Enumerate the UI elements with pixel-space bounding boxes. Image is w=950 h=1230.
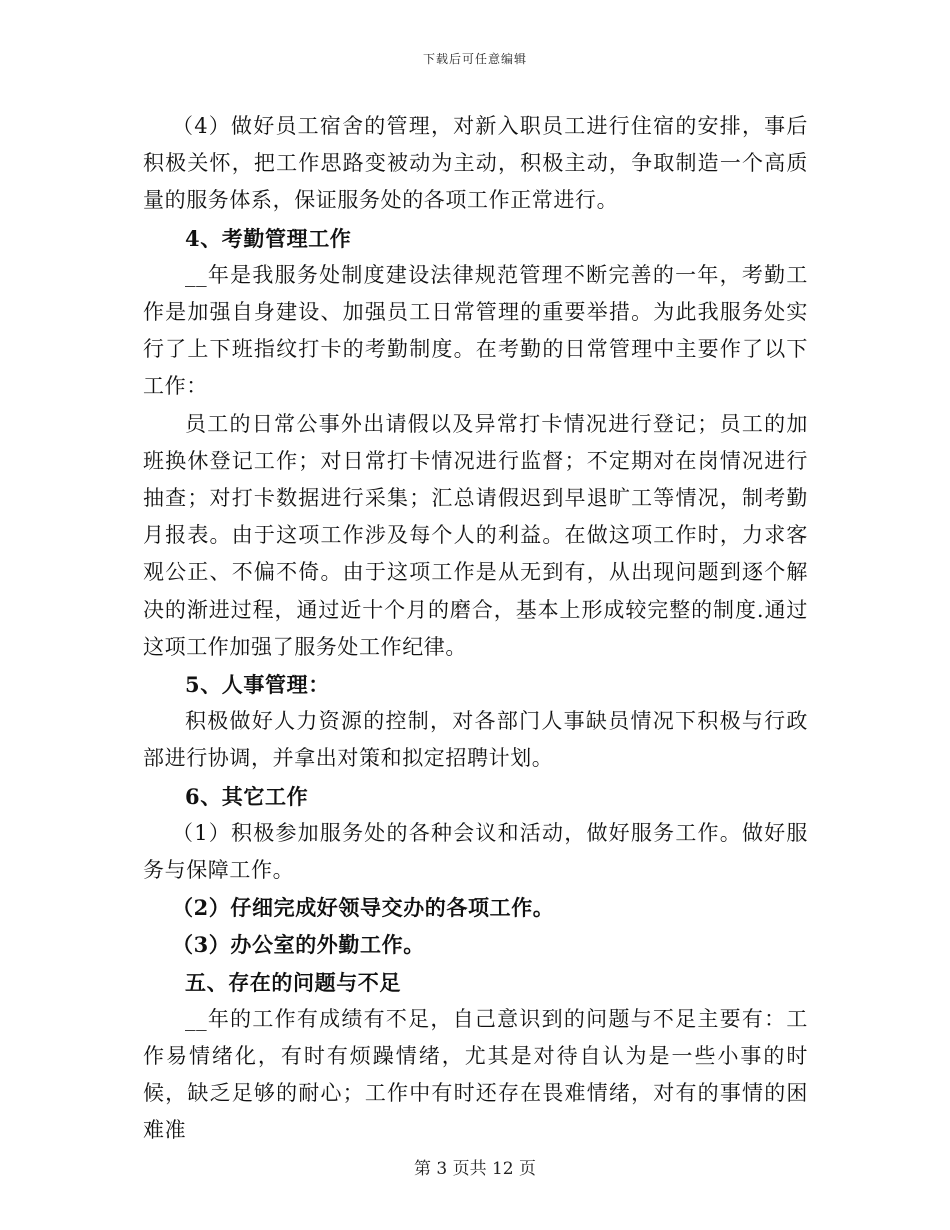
paragraph-attendance-details: 员工的日常公事外出请假以及异常打卡情况进行登记；员工的加班换休登记工作；对日常打卡情况进行监督；不定期对在岗情况进行抽查；对打卡数据进行采集；汇总请假迟到早退旷工等情况，制考勤月报表。由于这项工作涉及每个人的利益。在做这项工作时，力求客观公正、不偏不倚。由于这项工作是从无到有，从出现问题到逐个解决的渐进过程，通过近十个月的磨合，基本上形成较完整的制度.通过这项工作加强了服务处工作纪律。 xyxy=(143,411,808,659)
paragraph-personnel: 积极做好人力资源的控制，对各部门人事缺员情况下积极与行政部进行协调，并拿出对策和拟定招聘计划。 xyxy=(143,709,808,771)
paragraph-dormitory-management: （4）做好员工宿舍的管理，对新入职员工进行住宿的安排，事后积极关怀，把工作思路变被动为主动，积极主动，争取制造一个高质量的服务体系，保证服务处的各项工作正常进行。 xyxy=(143,114,808,213)
paragraph-attendance-intro: __年是我服务处制度建设法律规范管理不断完善的一年，考勤工作是加强自身建设、加强员工日常管理的重要举措。为此我服务处实行了上下班指纹打卡的考勤制度。在考勤的日常管理中主要作了以下工作： xyxy=(143,262,808,399)
page-number: 第 3 页共 12 页 xyxy=(413,1159,537,1179)
section-heading-problems: 五、存在的问题与不足 xyxy=(185,969,401,995)
section-heading-attendance: 4、考勤管理工作 xyxy=(185,225,352,251)
paragraph-other-work-2: （2）仔细完成好领导交办的各项工作。 xyxy=(172,895,555,921)
paragraph-problems: __年的工作有成绩有不足，自己意识到的问题与不足主要有：工作易情绪化，有时有烦躁情绪，尤其是对待自认为是一些小事的时候，缺乏足够的耐心；工作中有时还存在畏难情绪，对有的事情的困难准 xyxy=(143,1006,808,1143)
section-heading-personnel: 5、人事管理： xyxy=(185,672,330,698)
page-header-note: 下载后可任意编辑 xyxy=(422,52,527,66)
section-heading-other-work: 6、其它工作 xyxy=(185,783,309,809)
document-body xyxy=(143,108,808,1150)
paragraph-other-work-1: （1）积极参加服务处的各种会议和活动，做好服务工作。做好服务与保障工作。 xyxy=(143,820,808,883)
paragraph-other-work-3: （3）办公室的外勤工作。 xyxy=(172,932,425,958)
